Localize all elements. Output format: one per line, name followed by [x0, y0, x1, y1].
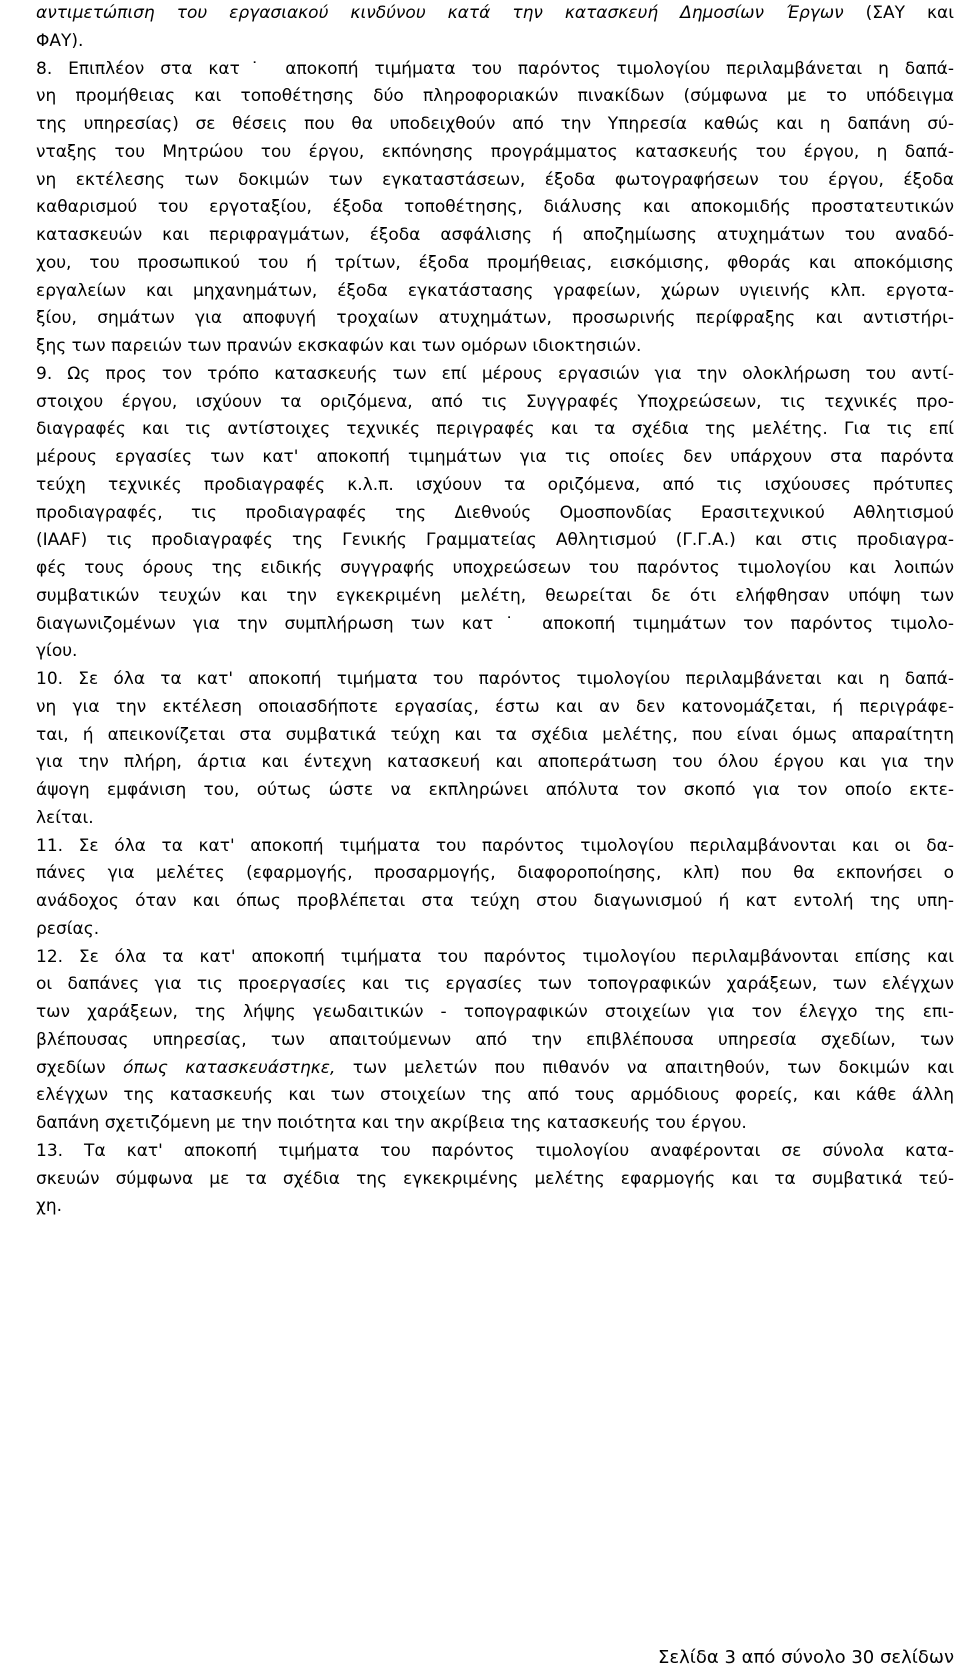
line-text: συμβατικών τευχών και την εγκεκριμένη μελέτη, θεωρείται δε ότι ελήφθησαν υπόψη των: [36, 585, 954, 606]
text-line: [36, 1082, 954, 1109]
text-line: [36, 999, 954, 1026]
line-text: των μελετών που πιθανόν να απαιτηθούν, των δοκιμών και: [335, 1057, 955, 1078]
line-text: 11. Σε όλα τα κατ' αποκοπή τιμήματα του παρόντος τιμολογίου περιλαμβάνονται και οι δα-: [36, 835, 954, 856]
line-text: ται, ή απεικονίζεται στα συμβατικά τεύχη και τα σχέδια μελέτης, που είναι όμως απαραίτητη: [36, 724, 954, 745]
text-line: [36, 611, 954, 638]
text-line: [36, 666, 954, 693]
page-indicator: Σελίδα 3 από σύνολο 30 σελίδων: [658, 1647, 954, 1668]
line-text: νη για την εκτέλεση οποιασδήποτε εργασίας, έστω και αν δεν κατονομάζεται, ή περιγράφε-: [36, 696, 954, 717]
line-text: στοιχου έργου, ισχύουν τα οριζόμενα, από τις Συγγραφές Υποχρεώσεων, τις τεχνικές προ-: [36, 391, 954, 412]
text-line: [36, 83, 954, 110]
text-line: [36, 638, 954, 665]
text-line: [36, 416, 954, 443]
line-text: (ΙΑΑF) τις προδιαγραφές της Γενικής Γραμματείας Αθλητισμού (Γ.Γ.Α.) και στις προδιαγρα-: [36, 530, 954, 551]
line-text: φές τους όρους της ειδικής συγγραφής υποχρεώσεων του παρόντος τιμολογίου και λοιπών: [36, 558, 954, 578]
text-line: [36, 583, 954, 610]
line-text: ανάδοχος όταν και όπως προβλέπεται στα τεύχη στου διαγωνισμού ή κατ εντολή της υπη-: [36, 891, 954, 911]
text-line: [36, 472, 954, 499]
line-text: σκευών σύμφωνα με τα σχέδια της εγκεκριμένης μελέτης εφαρμογής και τα συμβατικά τεύ-: [36, 1168, 954, 1189]
line-text: χη.: [36, 1196, 62, 1217]
line-text: εργαλείων και μηχανημάτων, έξοδα εγκατάστασης γραφείων, χώρων υγιεινής κλπ. εργοτα-: [36, 280, 954, 301]
text-line: [36, 1166, 954, 1193]
line-text: 12. Σε όλα τα κατ' αποκοπή τιμήματα του παρόντος τιμολογίου περιλαμβάνονται επίσης και: [36, 946, 954, 967]
line-text: χου, του προσωπικού του ή τρίτων, έξοδα προμήθειας, εισκόμισης, φθοράς και αποκόμισης: [36, 252, 954, 273]
line-text: διαγραφές και τις αντίστοιχες τεχνικές περιγραφές και τα σχέδια της μελέτης. Για τις επί: [36, 419, 954, 440]
line-text: οι δαπάνες για τις προεργασίες και τις εργασίες των τοπογραφικών χαράξεων, των ελέγχων: [36, 974, 954, 995]
text-line: [36, 361, 954, 388]
text-line: [36, 1110, 954, 1137]
line-text: άψογη εμφάνιση του, ούτως ώστε να εκπληρώνει απόλυτα τον σκοπό για τον οποίο εκτε-: [36, 780, 954, 800]
line-text: ξίου, σημάτων για αποφυγή τροχαίων ατυχημάτων, προσωρινής περίφραξης και αντιστήρι-: [36, 308, 954, 329]
line-text: ξης των παρειών των πρανών εκσκαφών και των ομόρων ιδιοκτησιών.: [36, 336, 642, 356]
line-text: για την πλήρη, άρτια και έντεχνη κατασκευή και αποπεράτωση του όλου έργου και για την: [36, 752, 954, 773]
text-line: [36, 1055, 954, 1082]
text-line: [36, 916, 954, 943]
line-text: γίου.: [36, 641, 78, 662]
text-line: [36, 444, 954, 471]
line-text: της υπηρεσίας) σε θέσεις που θα υποδειχθούν από την Υπηρεσία καθώς και η δαπάνη σύ-: [36, 114, 954, 134]
page-footer: [658, 1645, 954, 1671]
line-text: 13. Τα κατ' αποκοπή τιμήματα του παρόντος τιμολογίου αναφέρονται σε σύνολα κατα-: [36, 1140, 954, 1161]
text-line: [36, 694, 954, 721]
line-text: κατασκευών και περιφραγμάτων, έξοδα ασφάλισης ή αποζημίωσης ατυχημάτων του αναδό-: [36, 225, 954, 245]
line-text: 9. Ως προς τον τρόπο κατασκευής των επί μέρους εργασιών για την ολοκλήρωση του αντί-: [36, 363, 954, 384]
text-line: [36, 500, 954, 527]
text-line: [36, 944, 954, 971]
text-line: [36, 888, 954, 915]
text-line: [36, 860, 954, 887]
italic-text: όπως κατασκευάστηκε,: [123, 1057, 336, 1078]
line-text: διαγωνιζομένων για την συμπλήρωση των κατ˙ αποκοπή τιμημάτων τον παρόντος τιμολο-: [36, 613, 954, 634]
line-text: ρεσίας.: [36, 918, 100, 939]
text-line: [36, 777, 954, 804]
text-line: [36, 833, 954, 860]
line-text: σχεδίων: [36, 1057, 124, 1078]
text-line: [36, 250, 954, 277]
text-line: [36, 722, 954, 749]
line-text: λείται.: [36, 807, 94, 828]
line-text: μέρους εργασίες των κατ' αποκοπή τιμημάτων για τις οποίες δεν υπάρχουν στα παρόντα: [36, 447, 954, 467]
text-line: [36, 333, 954, 360]
line-text: τεύχη τεχνικές προδιαγραφές κ.λ.π. ισχύουν τα οριζόμενα, από τις ισχύουσες πρότυπες: [36, 474, 954, 495]
text-line: [36, 1138, 954, 1165]
text-line: [36, 1027, 954, 1054]
line-text: 8. Επιπλέον στα κατ˙ αποκοπή τιμήματα του παρόντος τιμολογίου περιλαμβάνεται η δαπά-: [36, 58, 954, 79]
text-line: [36, 1193, 954, 1220]
line-text: βλέπουσας υπηρεσίας, των απαιτούμενων από την επιβλέπουσα υπηρεσία σχεδίων, των: [36, 1029, 954, 1050]
text-line: [36, 222, 954, 249]
text-line: [36, 805, 954, 832]
line-text: νη προμήθειας και τοποθέτησης δύο πληροφοριακών πινακίδων (σύμφωνα με το υπόδειγμα: [36, 86, 954, 107]
text-line: [36, 111, 954, 138]
line-text: ΦΑΥ).: [36, 30, 84, 51]
text-line: [36, 56, 954, 83]
text-line: [36, 167, 954, 194]
text-line: [36, 278, 954, 305]
text-line: [36, 971, 954, 998]
line-text: των χαράξεων, της λήψης γεωδαιτικών - τοπογραφικών στοιχείων για τον έλεγχο της επι-: [36, 1002, 954, 1022]
text-line: [36, 28, 954, 55]
text-line: [36, 0, 954, 27]
italic-text: αντιμετώπιση του εργασιακού κινδύνου κατά την κατασκευή Δημοσίων Έργων: [36, 3, 844, 23]
text-line: [36, 194, 954, 221]
line-text: καθαρισμού του εργοταξίου, έξοδα τοποθέτησης, διάλυσης και αποκομιδής προστατευτικών: [36, 197, 954, 218]
text-line: [36, 749, 954, 776]
line-text: πάνες για μελέτες (εφαρμογής, προσαρμογής, διαφοροποίησης, κλπ) που θα εκπονήσει ο: [36, 863, 954, 884]
text-line: [36, 527, 954, 554]
line-text: προδιαγραφές, τις προδιαγραφές της Διεθνούς Ομοσπονδίας Ερασιτεχνικού Αθλητισμού: [36, 502, 954, 523]
line-text: νταξης του Μητρώου του έργου, εκπόνησης προγράμματος κατασκευής του έργου, η δαπά-: [36, 141, 954, 162]
line-text: δαπάνη σχετιζόμενη με την ποιότητα και την ακρίβεια της κατασκευής του έργου.: [36, 1113, 747, 1133]
line-text: ελέγχων της κατασκευής και των στοιχείων της από τους αρμόδιους φορείς, και κάθε άλλη: [36, 1085, 954, 1106]
text-line: [36, 555, 954, 582]
text-line: [36, 305, 954, 332]
line-text: (ΣΑΥ και: [843, 3, 954, 23]
line-text: νη εκτέλεσης των δοκιμών των εγκαταστάσεων, έξοδα φωτογραφήσεων του έργου, έξοδα: [36, 169, 954, 190]
text-line: [36, 389, 954, 416]
line-text: 10. Σε όλα τα κατ' αποκοπή τιμήματα του παρόντος τιμολογίου περιλαμβάνεται και η δαπά-: [36, 669, 954, 689]
text-line: [36, 139, 954, 166]
